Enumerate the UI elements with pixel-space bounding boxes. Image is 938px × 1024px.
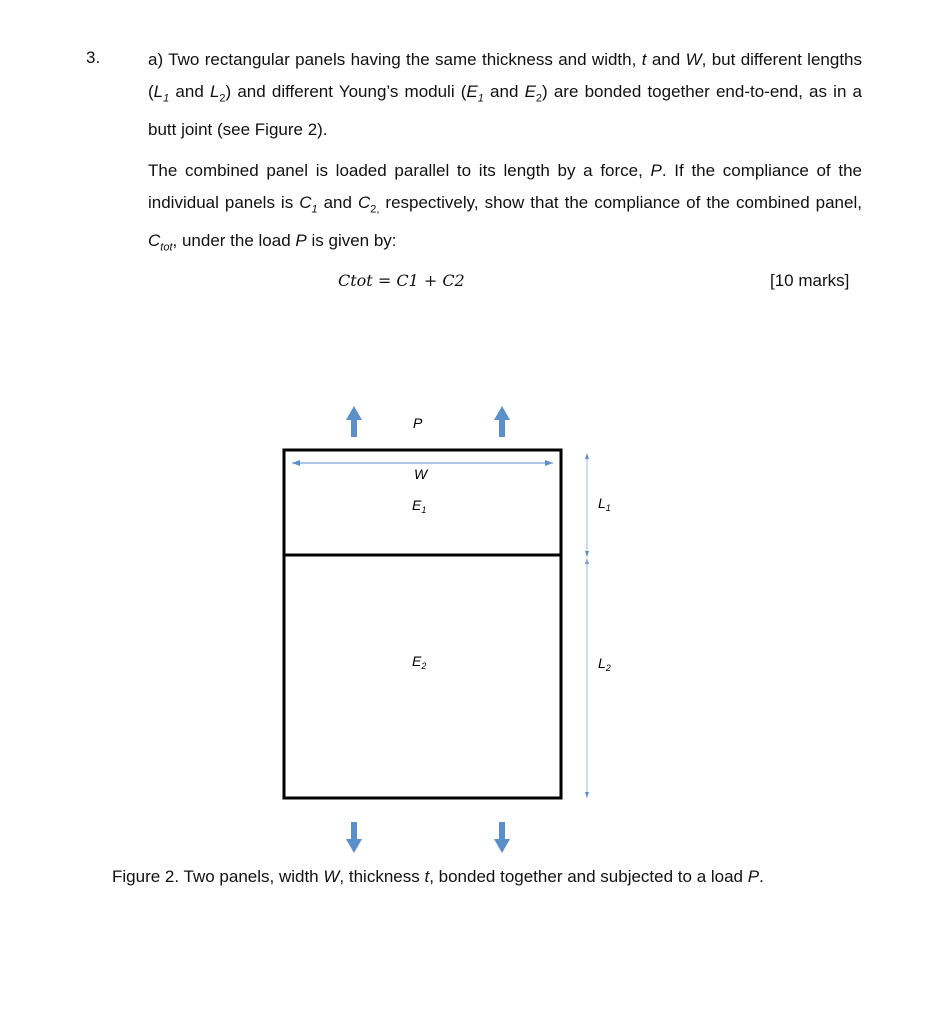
var-p: P (747, 867, 760, 886)
sub: 1 (477, 92, 484, 105)
text: ) are bonded together end-to-end, as in a butt joint (see Figure 2). (148, 82, 862, 140)
part-label: a) (148, 50, 164, 69)
e1-label: $E_1$ (412, 497, 427, 515)
text: The combined panel is loaded parallel to its length by a force, (148, 161, 643, 180)
text: respectively, show that the compliance of the combined panel, (385, 193, 862, 212)
var-t: t (424, 867, 430, 886)
text: . If the compliance of the individual panels is (148, 161, 862, 212)
var-ctot: C (148, 231, 161, 251)
text: and (490, 82, 519, 101)
var-t: t (641, 50, 647, 69)
sub: 2, (370, 203, 380, 216)
width-label: W (414, 466, 428, 482)
text: and (175, 82, 204, 101)
text: . (759, 867, 764, 886)
load-arrow-up-left (346, 406, 362, 437)
text: is given by: (311, 231, 397, 251)
compliance-formula: Ctot = C1 + C2 (338, 271, 465, 290)
sub: 2 (219, 92, 226, 105)
text: , under the load (172, 231, 291, 251)
sub: tot (160, 241, 173, 254)
load-label-top: P (413, 415, 423, 431)
l2-label: $L_2$ (598, 655, 611, 673)
var-e2: E (524, 82, 536, 101)
var-l2: L (209, 82, 220, 101)
var-e1: E (466, 82, 478, 101)
load-arrow-down-right (494, 822, 510, 853)
var-w: W (323, 867, 340, 886)
l1-label: $L_1$ (598, 495, 611, 513)
var-p: P (650, 161, 662, 180)
sub: 1 (163, 92, 170, 105)
e2-label: $E_2$ (412, 653, 427, 671)
var-c1: C (299, 193, 312, 212)
sub: 1 (311, 203, 318, 216)
text: ) and different Young’s moduli ( (225, 82, 467, 101)
text: Two rectangular panels having the same thickness and width, (168, 50, 637, 69)
var-c2: C (357, 193, 371, 212)
text: and (323, 193, 352, 212)
text: and (651, 50, 681, 69)
var-l1: L (153, 82, 164, 101)
marks-label: [10 marks] (770, 271, 850, 290)
text: , thickness (339, 867, 420, 886)
load-arrow-down-left (346, 822, 362, 853)
text: , bonded together and subjected to a load (429, 867, 744, 886)
load-arrow-up-right (494, 406, 510, 437)
var-w: W (685, 50, 702, 69)
sub: 2 (535, 92, 543, 105)
text: , but different lengths ( (148, 50, 863, 101)
figure-caption (112, 867, 764, 887)
var-p: P (295, 231, 307, 251)
panel-2 (284, 555, 561, 798)
question-number: 3. (86, 48, 101, 67)
text: Figure 2. Two panels, width (112, 867, 319, 886)
